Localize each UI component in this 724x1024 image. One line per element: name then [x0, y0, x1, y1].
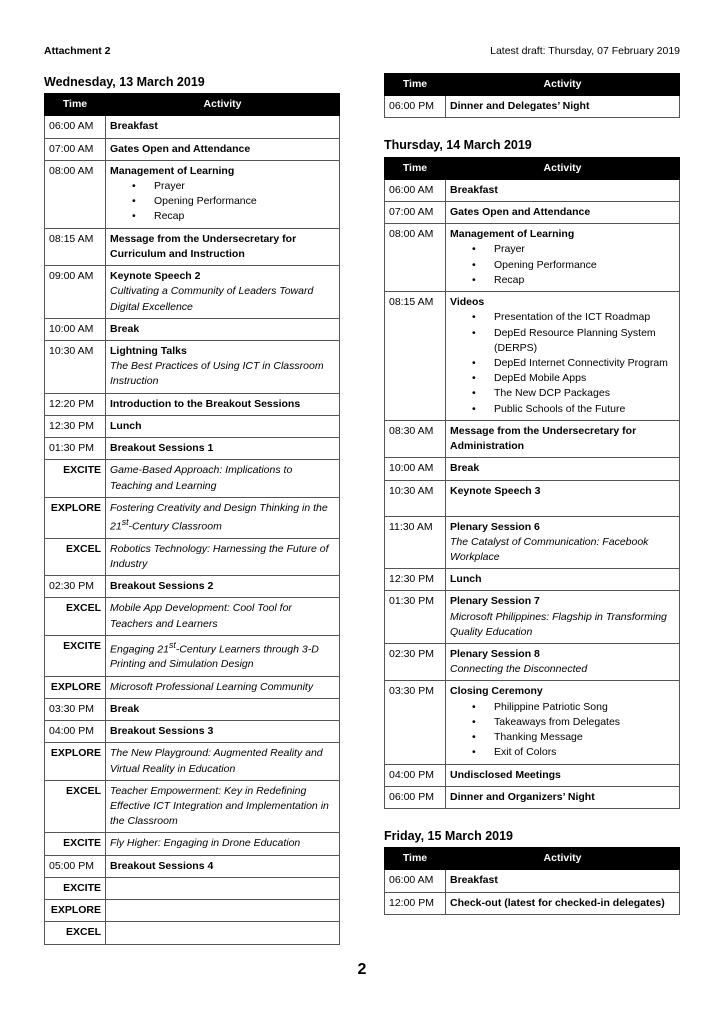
table-row: [45, 266, 340, 319]
table-row: [45, 676, 340, 698]
activity-cell: [106, 721, 340, 743]
session-title: [110, 501, 335, 535]
time-cell: 12:30 PM: [385, 569, 446, 591]
activity-cell: [106, 318, 340, 340]
table-row: [45, 721, 340, 743]
activity-cell: [446, 179, 680, 201]
table-row: [45, 228, 340, 265]
table-row: [385, 516, 680, 569]
activity-cell: [106, 780, 340, 833]
time-cell: 02:30 PM: [45, 576, 106, 598]
activity-column-header: Activity: [446, 74, 680, 96]
activity-title: Keynote Speech 3: [450, 484, 541, 497]
thursday-schedule-table: [384, 157, 680, 809]
activity-title: Management of Learning: [110, 164, 235, 177]
time-cell: 10:00 AM: [45, 318, 106, 340]
list-item: • DepEd Internet Connectivity Program: [472, 356, 675, 371]
table-header-row: [385, 848, 680, 870]
time-cell: 10:30 AM: [385, 480, 446, 516]
time-cell: 06:00 AM: [45, 116, 106, 138]
session-title: The New Playground: Augmented Reality and Virtual Reality in Education: [110, 747, 323, 775]
session-title-part: -Century Learners through 3-D Printing and Simulation Design: [110, 643, 319, 671]
time-cell: 03:30 PM: [45, 698, 106, 720]
table-row: [45, 698, 340, 720]
list-item: • Takeaways from Delegates: [472, 715, 675, 730]
table-row: [45, 743, 340, 780]
table-row: [385, 681, 680, 764]
superscript: st: [168, 639, 176, 650]
time-cell: 06:00 AM: [385, 870, 446, 892]
activity-cell: [106, 138, 340, 160]
activity-cell: [446, 224, 680, 292]
track-cell: EXCITE: [45, 460, 106, 497]
activity-title: Lunch: [110, 419, 142, 432]
table-row: [45, 576, 340, 598]
session-title: Robotics Technology: Harnessing the Future of Industry: [110, 542, 329, 570]
activity-cell: [446, 202, 680, 224]
activity-title: Break: [110, 322, 140, 335]
activity-title: Dinner and Organizers’ Night: [450, 790, 595, 803]
time-cell: 07:00 AM: [45, 138, 106, 160]
activity-cell: [446, 96, 680, 118]
activity-cell: [446, 458, 680, 480]
time-column-header: Time: [385, 848, 446, 870]
superscript: st: [121, 516, 129, 527]
session-title: [110, 639, 335, 673]
list-item: • Opening Performance: [132, 194, 335, 209]
table-row: [45, 415, 340, 437]
list-item: • The New DCP Packages: [472, 386, 675, 401]
time-cell: 08:30 AM: [385, 420, 446, 457]
list-item: • Thanking Message: [472, 730, 675, 745]
time-cell: 01:30 PM: [385, 591, 446, 644]
track-cell: EXCEL: [45, 780, 106, 833]
list-item: • Opening Performance: [472, 258, 675, 273]
activity-cell: [106, 538, 340, 575]
table-row: [385, 179, 680, 201]
activity-title: Plenary Session 7: [450, 595, 540, 608]
activity-cell: [106, 160, 340, 228]
activity-cell: [446, 591, 680, 644]
activity-title: Breakout Sessions 3: [110, 725, 214, 738]
table-row: [45, 780, 340, 833]
table-row: [45, 438, 340, 460]
table-row: [45, 922, 340, 944]
activity-cell-empty: [106, 900, 340, 922]
time-cell: 08:00 AM: [45, 160, 106, 228]
activity-cell: [106, 393, 340, 415]
session-title: Game-Based Approach: Implications to Teaching and Learning: [110, 464, 293, 492]
track-cell: EXPLORE: [45, 900, 106, 922]
activity-cell: [446, 681, 680, 764]
activity-subtitle: The Best Practices of Using ICT in Classroom Instruction: [110, 360, 324, 388]
track-cell: EXPLORE: [45, 497, 106, 538]
activity-title: Plenary Session 6: [450, 520, 540, 533]
activity-cell: [106, 598, 340, 635]
table-row: [385, 786, 680, 808]
table-row: [385, 458, 680, 480]
track-cell: EXCITE: [45, 635, 106, 676]
list-item: • DepEd Mobile Apps: [472, 371, 675, 386]
time-cell: 08:00 AM: [385, 224, 446, 292]
activity-cell: [106, 676, 340, 698]
table-row: [45, 538, 340, 575]
time-column-header: Time: [385, 74, 446, 96]
activity-cell: [106, 460, 340, 497]
time-cell: 04:00 PM: [385, 764, 446, 786]
table-row: [385, 96, 680, 118]
activity-cell: [446, 516, 680, 569]
track-cell: EXCEL: [45, 538, 106, 575]
table-row: [385, 569, 680, 591]
table-row: [45, 900, 340, 922]
activity-cell: [106, 340, 340, 393]
time-cell: 11:30 AM: [385, 516, 446, 569]
activity-cell: [106, 228, 340, 265]
track-cell: EXCITE: [45, 877, 106, 899]
time-cell: 02:30 PM: [385, 644, 446, 681]
session-title: Mobile App Development: Cool Tool for Teachers and Learners: [110, 602, 292, 630]
list-item: • Philippine Patriotic Song: [472, 700, 675, 715]
page-number: 2: [357, 961, 367, 978]
time-cell: 03:30 PM: [385, 681, 446, 764]
wednesday-section: [44, 73, 340, 945]
activity-subtitle: The Catalyst of Communication: Facebook Workplace: [450, 535, 649, 563]
table-header-row: [385, 157, 680, 179]
list-item: • Presentation of the ICT Roadmap: [472, 310, 675, 325]
activity-title: Message from the Undersecretary for Curriculum and Instruction: [110, 232, 297, 260]
activity-cell: [106, 635, 340, 676]
session-title: Teacher Empowerment: Key in Redefining Effective ICT Integration and Implementation in the Classroom: [110, 784, 329, 828]
session-title-part: -Century Classroom: [128, 520, 222, 533]
right-column: [384, 73, 680, 915]
table-row: [45, 460, 340, 497]
activity-title: Gates Open and Attendance: [110, 142, 251, 155]
track-cell: EXCEL: [45, 922, 106, 944]
table-header-row: [385, 74, 680, 96]
time-cell: 07:00 AM: [385, 202, 446, 224]
activity-cell: [106, 438, 340, 460]
table-row: [45, 318, 340, 340]
activity-cell: [446, 480, 680, 516]
activity-column-header: Activity: [446, 157, 680, 179]
table-row: [385, 292, 680, 421]
list-item: • Exit of Colors: [472, 745, 675, 760]
activity-cell: [446, 292, 680, 421]
activity-subtitle: Connecting the Disconnected: [450, 663, 588, 676]
activity-title: Plenary Session 8: [450, 648, 540, 661]
activity-title: Lightning Talks: [110, 344, 187, 357]
session-title: Fly Higher: Engaging in Drone Education: [110, 837, 301, 850]
wednesday-continued-table: [384, 73, 680, 118]
activity-bullet-list: [472, 700, 675, 761]
session-title: Microsoft Professional Learning Community: [110, 680, 314, 693]
activity-title: Undisclosed Meetings: [450, 768, 561, 781]
time-cell: 09:00 AM: [45, 266, 106, 319]
table-row: [45, 393, 340, 415]
activity-cell: [446, 644, 680, 681]
activity-title: Breakfast: [450, 183, 498, 196]
table-row: [45, 497, 340, 538]
list-item: • Prayer: [472, 242, 675, 257]
time-cell: 06:00 PM: [385, 786, 446, 808]
time-cell: 08:15 AM: [45, 228, 106, 265]
activity-title: Breakout Sessions 1: [110, 442, 214, 455]
table-row: [385, 644, 680, 681]
list-item: • DepEd Resource Planning System (DERPS): [472, 326, 675, 356]
activity-bullet-list: [132, 179, 335, 225]
time-cell: 10:00 AM: [385, 458, 446, 480]
activity-title: Breakfast: [110, 120, 158, 133]
activity-cell: [106, 497, 340, 538]
activity-cell: [446, 569, 680, 591]
activity-bullet-list: [472, 310, 675, 417]
activity-title: Introduction to the Breakout Sessions: [110, 397, 301, 410]
time-cell: 12:00 PM: [385, 892, 446, 914]
activity-cell: [446, 870, 680, 892]
table-row: [385, 202, 680, 224]
day-title-friday: Friday, 15 March 2019: [384, 829, 514, 843]
activity-column-header: Activity: [106, 94, 340, 116]
table-row: [45, 116, 340, 138]
table-row: [45, 855, 340, 877]
table-row: [45, 635, 340, 676]
time-cell: 04:00 PM: [45, 721, 106, 743]
session-title-part: Engaging 21: [110, 643, 169, 656]
activity-cell: [446, 786, 680, 808]
activity-title: Break: [110, 702, 140, 715]
table-row: [45, 833, 340, 855]
activity-title: Management of Learning: [450, 228, 575, 241]
activity-cell: [106, 698, 340, 720]
friday-schedule-table: [384, 847, 680, 915]
session-title-part: Fostering Creativity and Design Thinking in the 21: [110, 501, 328, 533]
time-column-header: Time: [45, 94, 106, 116]
table-row: [45, 138, 340, 160]
activity-cell: [106, 415, 340, 437]
time-cell: 06:00 AM: [385, 179, 446, 201]
table-row: [45, 340, 340, 393]
draft-date: Latest draft: Thursday, 07 February 2019: [490, 45, 680, 57]
activity-subtitle: Microsoft Philippines: Flagship in Transforming Quality Education: [450, 610, 667, 638]
activity-title: Breakfast: [450, 874, 498, 887]
time-column-header: Time: [385, 157, 446, 179]
time-cell: 06:00 PM: [385, 96, 446, 118]
list-item: • Recap: [472, 273, 675, 288]
activity-subtitle: Cultivating a Community of Leaders Toward Digital Excellence: [110, 285, 314, 313]
activity-cell: [106, 855, 340, 877]
list-item: • Recap: [132, 209, 335, 224]
time-cell: 08:15 AM: [385, 292, 446, 421]
activity-cell: [106, 266, 340, 319]
list-item: • Public Schools of the Future: [472, 402, 675, 417]
day-title-thursday: Thursday, 14 March 2019: [384, 138, 532, 153]
table-row: [385, 480, 680, 516]
table-row: [45, 877, 340, 899]
activity-cell: [106, 833, 340, 855]
track-cell: EXPLORE: [45, 676, 106, 698]
table-row: [385, 420, 680, 457]
time-cell: 10:30 AM: [45, 340, 106, 393]
activity-cell: [446, 764, 680, 786]
day-title-wednesday: Wednesday, 13 March 2019: [44, 75, 205, 89]
activity-bullet-list: [472, 242, 675, 288]
table-row: [385, 591, 680, 644]
activity-title: Breakout Sessions 2: [110, 580, 214, 593]
activity-title: Gates Open and Attendance: [450, 206, 591, 218]
time-cell: 05:00 PM: [45, 855, 106, 877]
activity-cell: [106, 116, 340, 138]
time-cell: 01:30 PM: [45, 438, 106, 460]
activity-title: Dinner and Delegates’ Night: [450, 100, 590, 113]
time-cell: 12:30 PM: [45, 415, 106, 437]
time-cell: 12:20 PM: [45, 393, 106, 415]
activity-column-header: Activity: [446, 848, 680, 870]
table-row: [385, 892, 680, 914]
activity-title: Videos: [450, 296, 485, 309]
table-row: [385, 764, 680, 786]
table-row: [45, 598, 340, 635]
list-item: • Prayer: [132, 179, 335, 194]
activity-title: Break: [450, 462, 480, 475]
track-cell: EXCEL: [45, 598, 106, 635]
activity-cell-empty: [106, 922, 340, 944]
activity-title: Keynote Speech 2: [110, 270, 201, 283]
wednesday-schedule-table: [44, 93, 340, 944]
activity-cell: [446, 892, 680, 914]
track-cell: EXPLORE: [45, 743, 106, 780]
activity-cell-empty: [106, 877, 340, 899]
table-row: [385, 870, 680, 892]
activity-cell: [106, 576, 340, 598]
activity-cell: [106, 743, 340, 780]
activity-title: Closing Ceremony: [450, 685, 543, 698]
track-cell: EXCITE: [45, 833, 106, 855]
table-header-row: [45, 94, 340, 116]
activity-title: Check-out (latest for checked-in delegates): [450, 896, 665, 909]
attachment-label: Attachment 2: [44, 45, 111, 57]
activity-cell: [446, 420, 680, 457]
table-row: [45, 160, 340, 228]
activity-title: Breakout Sessions 4: [110, 859, 214, 872]
activity-title: Message from the Undersecretary for Administration: [450, 424, 637, 453]
table-row: [385, 224, 680, 292]
activity-title: Lunch: [450, 573, 482, 586]
